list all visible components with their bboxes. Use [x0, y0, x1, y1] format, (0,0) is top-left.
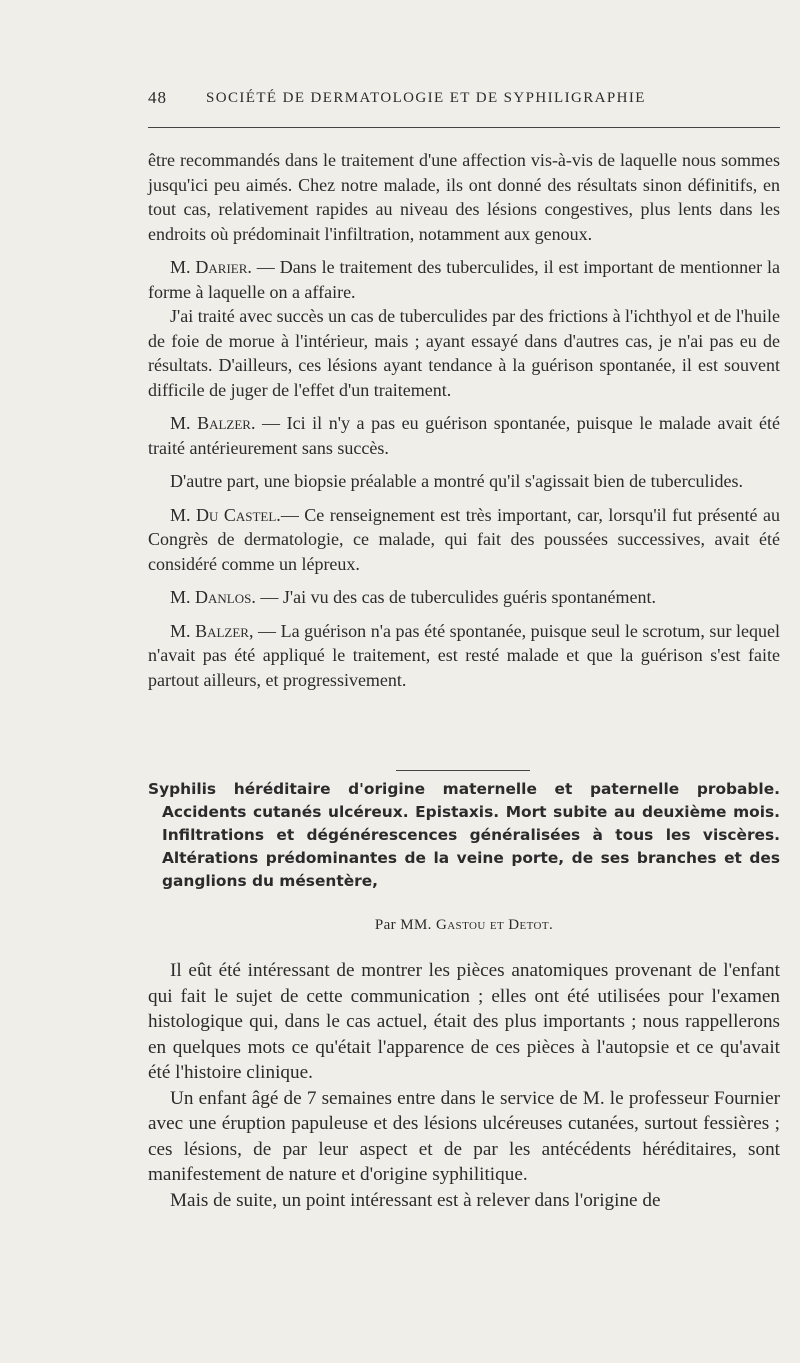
article-byline: Par MM. Gastou et Detot. [374, 917, 554, 933]
paragraph: M. Balzer. — Ici il n'y a pas eu guérison spontanée, puisque le malade avait été traité antérieurement sans succès. [148, 413, 780, 458]
header-rule [148, 127, 780, 128]
paragraph: M. Darier. — Dans le traitement des tuberculides, il est important de mentionner la forme à laquelle on a affaire. [148, 257, 780, 302]
discussion-section [148, 148, 780, 692]
section-divider [396, 770, 530, 771]
running-title: SOCIÉTÉ DE DERMATOLOGIE ET DE SYPHILIGRAPHIE [206, 90, 646, 106]
paragraph: être recommandés dans le traitement d'une affection vis-à-vis de laquelle nous sommes jusqu'ici peu aimés. Chez notre malade, ils ont donné des résultats sinon définitifs, en tout cas, relativement rapides au niveau des lésions congestives, plus lents dans les endroits où prédominait l'infiltration, notamment aux genoux. [148, 150, 780, 244]
paragraph: M. Du Castel.— Ce renseignement est très important, car, lorsqu'il fut présenté au Congrès de dermatologie, ce malade, qui fait des poussées successives, avait été considéré comme un lépreux. [148, 504, 781, 574]
article-body [148, 958, 780, 1213]
speaker-name: M. Balzer. [170, 413, 256, 433]
paragraph: M. Balzer, — La guérison n'a pas été spontanée, puisque seul le scrotum, sur lequel n'avait pas été appliqué le traitement, est resté malade et que la guérison s'est faite partout ailleurs, et progressivement. [148, 620, 780, 690]
page-number: 48 [148, 88, 167, 107]
paragraph: D'autre part, une biopsie préalable a montré qu'il s'agissait bien de tuberculides. [170, 471, 744, 491]
paragraph: Mais de suite, un point intéressant est à relever dans l'origine de [170, 1189, 661, 1211]
speaker-name: M. Balzer, [170, 620, 254, 641]
paragraph: Il eût été intéressant de montrer les pièces anatomiques provenant de l'enfant qui fait le sujet de cette communication ; elles ont été utilisées pour l'examen histologique qui, dans le cas actuel, était des plus importants ; nous rappellerons en quelques mots ce qu'était l'apparence de ces pièces à l'autopsie et ce qu'avait été l'histoire clinique. [148, 960, 780, 1083]
speaker-name: M. Du Castel. [170, 504, 281, 525]
paragraph: M. Danlos. — J'ai vu des cas de tuberculides guéris spontanément. [170, 587, 656, 607]
speaker-name: M. Darier. [170, 257, 252, 277]
paragraph: Un enfant âgé de 7 semaines entre dans le service de M. le professeur Fournier avec une éruption papuleuse et des lésions ulcéreuses cutanées, surtout fessières ; ces lésions, de par leur aspect et de par les antécédents héréditaires, sont manifestement de nature et d'origine syphilitique. [148, 1087, 780, 1185]
article-title: Syphilis héréditaire d'origine maternelle et paternelle probable. Accidents cutanés ulcéreux. Epistaxis. Mort subite au deuxième mois. Infiltrations et dégénérescences généralisées à tous les viscères. Altérations prédominantes de la veine porte, de ses branches et des ganglions du mésentère, [148, 780, 780, 890]
paragraph: J'ai traité avec succès un cas de tuberculides par des frictions à l'ichthyol et de l'huile de foie de morue à l'intérieur, mais ; ayant essayé dans d'autres cas, je n'ai pas eu de résultats. D'ailleurs, ces lésions ayant tendance à la guérison spontanée, il est souvent difficile de juger de l'effet d'un traitement. [148, 306, 781, 400]
speaker-name: M. Danlos. [170, 587, 256, 607]
author-names: Gastou et Detot. [435, 917, 554, 933]
